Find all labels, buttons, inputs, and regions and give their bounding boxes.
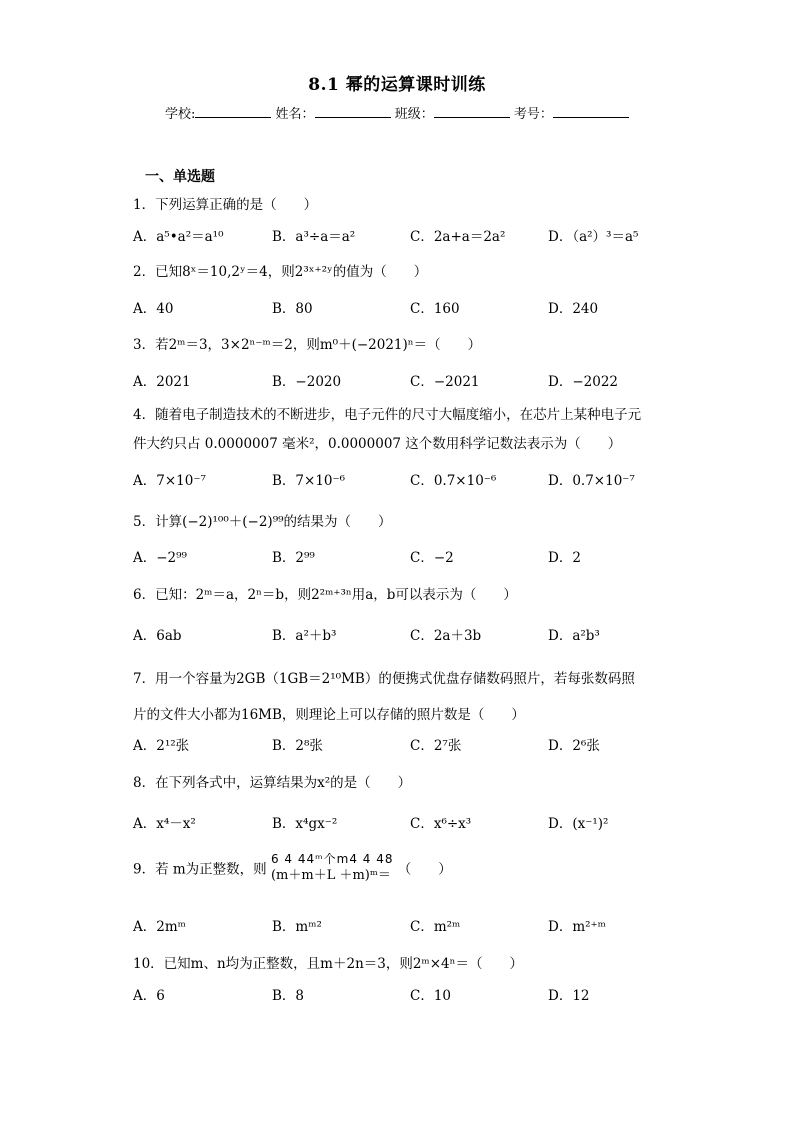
option-d: D．240 xyxy=(548,301,599,317)
question-9-expression xyxy=(271,851,394,884)
option-d: D．0.7×10⁻⁷ xyxy=(548,473,635,489)
option-a: A．6 xyxy=(133,988,165,1004)
option-d: D．2 xyxy=(548,550,581,566)
question-2-stem: 2．已知8ˣ＝10,2ʸ＝4，则2³ˣ⁺²ʸ的值为（ ） xyxy=(133,264,428,280)
question-1-stem: 1．下列运算正确的是（ ） xyxy=(133,197,318,213)
name-label: 姓名： xyxy=(275,107,315,122)
question-9-stem xyxy=(133,851,452,884)
question-10-options xyxy=(133,984,693,1004)
question-3-stem: 3．若2ᵐ＝3，3×2ⁿ⁻ᵐ＝2，则m⁰＋(−2021)ⁿ＝（ ） xyxy=(133,337,482,353)
option-c: C．m²ᵐ xyxy=(410,919,461,935)
option-c: C．x⁶÷x³ xyxy=(410,816,472,832)
question-8-options xyxy=(133,812,693,832)
question-7-options xyxy=(133,734,693,754)
option-c: C．0.7×10⁻⁶ xyxy=(410,473,497,489)
exam-number-blank xyxy=(553,104,629,118)
option-b: B．mᵐ² xyxy=(272,919,322,935)
option-a: A．−2⁹⁹ xyxy=(133,550,187,566)
question-9-expression-bottom: (m＋m＋L ＋m)ᵐ＝ xyxy=(270,868,391,883)
option-c: C．−2021 xyxy=(410,374,480,390)
question-7-stem-line-2: 片的文件大小都为16MB，则理论上可以存储的照片数是（ ） xyxy=(133,707,525,723)
question-6-stem: 6．已知：2ᵐ＝a，2ⁿ＝b，则2²ᵐ⁺³ⁿ用a，b可以表示为（ ） xyxy=(133,587,517,603)
question-2-options xyxy=(133,297,693,317)
question-4-options xyxy=(133,469,693,489)
option-a: A．2¹²张 xyxy=(133,738,190,754)
option-d: D．−2022 xyxy=(548,374,618,390)
question-9-options xyxy=(133,915,693,935)
option-a: A．40 xyxy=(133,301,174,317)
question-5-options xyxy=(133,546,693,566)
class-label: 班级： xyxy=(394,107,434,122)
question-4-stem-line-2: 件大约只占 0.0000007 毫米²，0.0000007 这个数用科学记数法表示为（ ） xyxy=(133,436,622,452)
option-c: C．10 xyxy=(410,988,452,1004)
option-b: B．8 xyxy=(272,988,305,1004)
name-blank xyxy=(315,104,391,118)
option-b: B．80 xyxy=(272,301,313,317)
school-label: 学校: xyxy=(165,107,196,122)
question-1-options xyxy=(133,225,693,245)
option-d: D．m²⁺ᵐ xyxy=(548,919,606,935)
class-blank xyxy=(434,104,510,118)
option-a: A．6ab xyxy=(133,628,182,644)
option-b: B．−2020 xyxy=(272,374,342,390)
section-heading: 一、单选题 xyxy=(145,169,215,185)
option-a: A．7×10⁻⁷ xyxy=(133,473,206,489)
option-c: C．2a＋3b xyxy=(410,628,482,644)
option-d: D．a²b³ xyxy=(548,628,600,644)
option-b: B．7×10⁻⁶ xyxy=(272,473,346,489)
option-a: A．2mᵐ xyxy=(133,919,186,935)
option-c: C．2a+a＝2a² xyxy=(410,229,506,245)
student-info-row xyxy=(165,103,629,122)
question-8-stem: 8．在下列各式中，运算结果为x²的是（ ） xyxy=(133,775,412,791)
option-d: D．2⁶张 xyxy=(548,738,600,754)
option-a: A．x⁴－x² xyxy=(133,816,196,832)
option-b: B．a³÷a＝a² xyxy=(272,229,356,245)
option-b: B．x⁴gx⁻² xyxy=(272,816,338,832)
option-d: D．(x⁻¹)² xyxy=(548,816,609,832)
exam-number-label: 考号： xyxy=(513,107,553,122)
question-6-options xyxy=(133,624,693,644)
option-c: C．−2 xyxy=(410,550,454,566)
option-a: A．2021 xyxy=(133,374,191,390)
option-b: B．2⁹⁹ xyxy=(272,550,315,566)
question-10-stem: 10．已知m、n均为正整数，且m＋2n＝3，则2ᵐ×4ⁿ＝（ ） xyxy=(133,956,523,972)
option-d: D．12 xyxy=(548,988,590,1004)
question-9-prefix: 9．若 m为正整数，则 xyxy=(133,861,267,878)
question-4-stem-line-1: 4．随着电子制造技术的不断进步，电子元件的尺寸大幅度缩小，在芯片上某种电子元 xyxy=(133,407,642,423)
option-b: B．a²＋b³ xyxy=(272,628,337,644)
option-b: B．2⁸张 xyxy=(272,738,323,754)
option-a: A．a⁵•a²＝a¹⁰ xyxy=(133,229,224,245)
school-blank xyxy=(195,104,271,118)
question-9-expression-top: 6 4 44ᵐ个m4 4 48 xyxy=(270,852,394,866)
option-d: D．（a²）³＝a⁵ xyxy=(548,229,639,245)
option-c: C．160 xyxy=(410,301,460,317)
question-9-paren: （ ） xyxy=(397,861,452,878)
question-7-stem-line-1: 7．用一个容量为2GB（1GB＝2¹⁰MB）的便携式优盘存储数码照片，若每张数码照 xyxy=(133,671,635,687)
option-c: C．2⁷张 xyxy=(410,738,462,754)
question-5-stem: 5．计算(−2)¹⁰⁰＋(−2)⁹⁹的结果为（ ） xyxy=(133,514,392,530)
question-3-options xyxy=(133,370,693,390)
page-title: 8.1 幂的运算课时训练 xyxy=(308,75,486,95)
